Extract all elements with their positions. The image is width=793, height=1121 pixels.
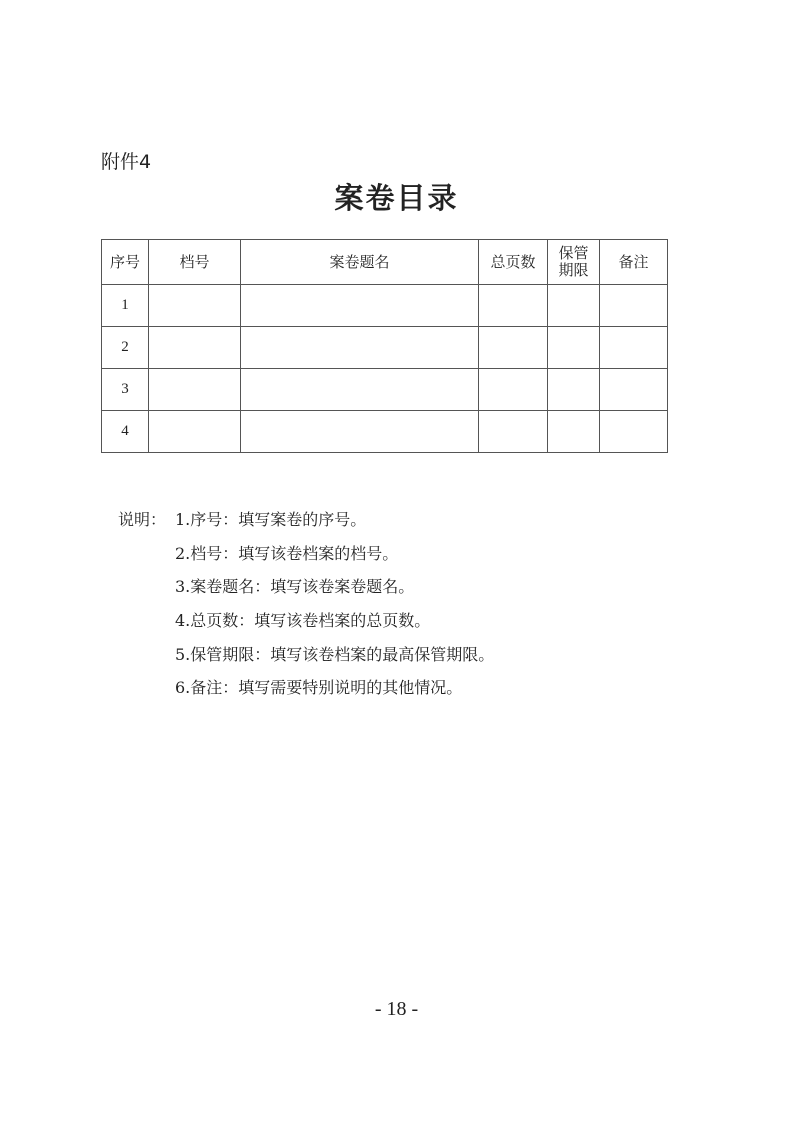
table-cell	[600, 327, 668, 369]
table-row	[102, 285, 668, 327]
note-text: 3.案卷题名：填写该卷案卷题名。	[175, 577, 415, 597]
table-cell	[479, 327, 548, 369]
note-text: 5.保管期限：填写该卷档案的最高保管期限。	[175, 644, 495, 664]
note-item	[118, 508, 494, 542]
attachment-label: 附件4	[101, 151, 152, 173]
table-row	[102, 327, 668, 369]
header-cell: 总页数	[479, 240, 548, 285]
notes-section	[118, 508, 494, 710]
header-cell: 备注	[600, 240, 668, 285]
table-cell	[149, 285, 241, 327]
note-item	[118, 676, 494, 710]
table-cell: 2	[102, 327, 149, 369]
table-cell	[479, 411, 548, 453]
catalog-table	[101, 239, 668, 453]
table-cell	[241, 327, 479, 369]
table-cell	[241, 411, 479, 453]
page-number: - 18 -	[374, 998, 419, 1020]
table-cell	[548, 411, 600, 453]
table-cell	[149, 411, 241, 453]
header-cell: 案卷题名	[241, 240, 479, 285]
table-cell	[149, 327, 241, 369]
note-item	[118, 609, 494, 643]
table-cell: 1	[102, 285, 149, 327]
table-cell: 3	[102, 369, 149, 411]
note-item	[118, 575, 494, 609]
table-cell	[600, 285, 668, 327]
table-cell	[479, 285, 548, 327]
table-cell	[548, 369, 600, 411]
table-row	[102, 369, 668, 411]
note-item	[118, 542, 494, 576]
table-cell	[548, 327, 600, 369]
table-row	[102, 411, 668, 453]
header-cell: 保管期限	[548, 240, 600, 285]
table-header-row	[102, 240, 668, 285]
table-cell: 4	[102, 411, 149, 453]
note-text: 2.档号：填写该卷档案的档号。	[175, 543, 399, 563]
table-cell	[600, 369, 668, 411]
table-cell	[149, 369, 241, 411]
table-cell	[241, 285, 479, 327]
table-cell	[600, 411, 668, 453]
header-cell: 序号	[102, 240, 149, 285]
note-text: 1.序号：填写案卷的序号。	[175, 510, 367, 529]
note-item	[118, 643, 494, 677]
table-cell	[241, 369, 479, 411]
table-cell	[548, 285, 600, 327]
header-cell: 档号	[149, 240, 241, 285]
note-text: 4.总页数：填写该卷档案的总页数。	[175, 611, 431, 631]
page-title: 案卷目录	[334, 181, 459, 215]
note-text: 6.备注：填写需要特别说明的其他情况。	[175, 678, 463, 698]
note-label: 说明：	[118, 510, 167, 529]
table-cell	[479, 369, 548, 411]
